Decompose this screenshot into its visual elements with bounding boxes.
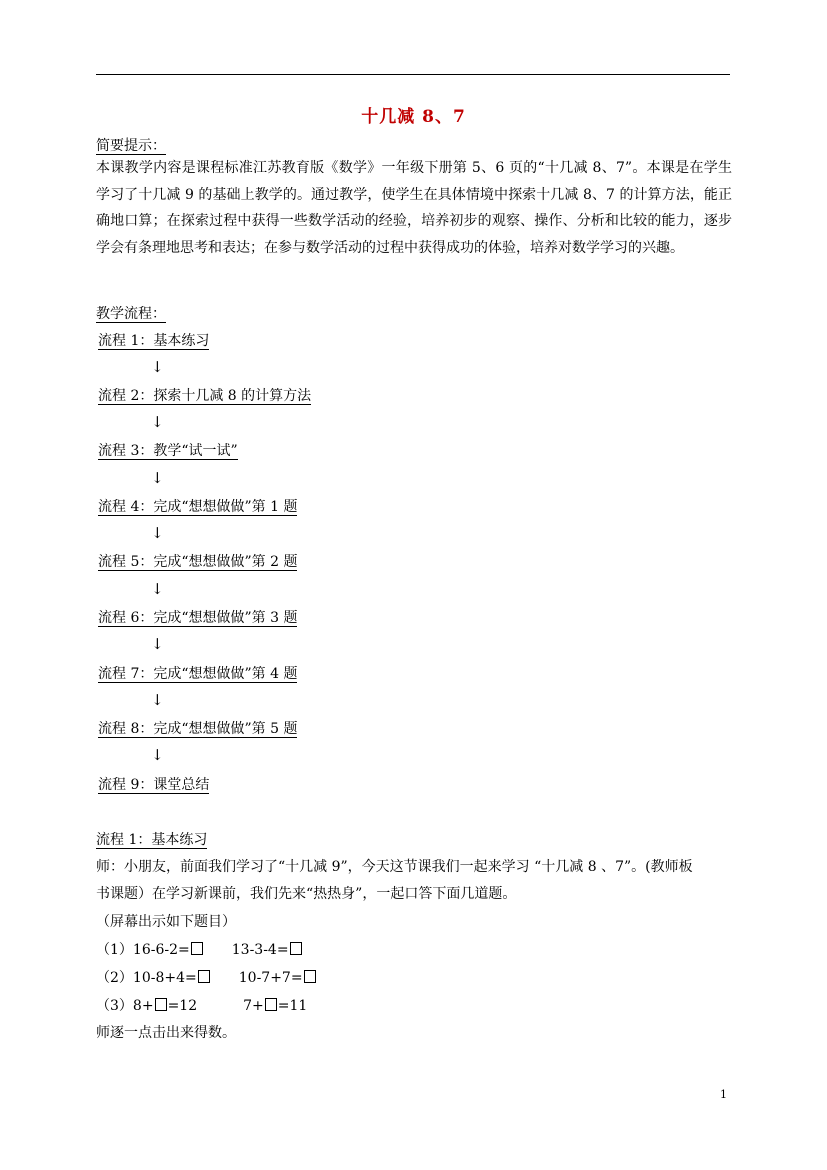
flow-step-4: 流程 4：完成“想想做做”第 1 题 [98, 499, 298, 515]
teacher-line: 书课题）在学习新课前，我们先来“热热身”，一起口答下面几道题。 [96, 886, 517, 902]
down-arrow-icon: ↓ [151, 469, 164, 487]
answer-box [304, 970, 316, 983]
exercise-row: （1）16-6-2= 13-3-4= [96, 940, 303, 960]
flow-step-5: 流程 5：完成“想想做做”第 2 题 [98, 554, 298, 570]
answer-box [191, 942, 203, 955]
flow-step-9: 流程 9：课堂总结 [98, 777, 210, 793]
page-title: 十几减 8、7 [361, 107, 466, 127]
page-number: 1 [720, 1088, 727, 1101]
down-arrow-icon: ↓ [151, 635, 164, 653]
exercise-row: （3）8+ =12 7+ =11 [96, 998, 308, 1014]
closing-line: 师逐一点击出来得数。 [96, 1025, 236, 1041]
down-arrow-icon: ↓ [151, 413, 164, 431]
brief-heading: 简要提示： [96, 138, 166, 154]
section-heading: 流程 1：基本练习 [96, 832, 208, 848]
screen-note: （屏幕出示如下题目） [96, 914, 236, 930]
down-arrow-icon: ↓ [151, 691, 164, 709]
answer-box [155, 998, 167, 1011]
answer-box [198, 970, 210, 983]
brief-paragraph: 本课教学内容是课程标准江苏教育版《数学》一年级下册第 5、6 页的“十几减 8、7”。本课是在学生学习了十几减 9 的基础上教学的。通过教学，使学生在具体情境中探索十几减 8、7 的计算方法，能正确地口算；在探索过程中获得一些数学活动的经验，培养初步的观察、操作、分析和比较的能力，逐步学会有条理地思考和表达；在参与数学活动的过程中获得成功的体验，培养对数学学习的兴趣。 [96, 160, 732, 257]
down-arrow-icon: ↓ [151, 524, 164, 542]
flow-step-2: 流程 2：探索十几减 8 的计算方法 [98, 388, 312, 404]
exercise-row: （2）10-8+4= 10-7+7= [96, 968, 317, 988]
down-arrow-icon: ↓ [151, 746, 164, 764]
down-arrow-icon: ↓ [151, 580, 164, 598]
teacher-line: 师：小朋友，前面我们学习了“十几减 9”，今天这节课我们一起来学习 “十几减 8 、7”。(教师板 [96, 859, 693, 875]
down-arrow-icon: ↓ [151, 358, 164, 376]
flow-step-1: 流程 1：基本练习 [98, 333, 210, 349]
header-rule [96, 74, 730, 75]
answer-box [265, 998, 277, 1011]
flow-heading: 教学流程： [96, 306, 166, 322]
flow-step-8: 流程 8：完成“想想做做”第 5 题 [98, 721, 298, 737]
flow-step-3: 流程 3：教学“试一试” [98, 443, 238, 459]
flow-step-7: 流程 7：完成“想想做做”第 4 题 [98, 666, 298, 682]
answer-box [290, 942, 302, 955]
flow-step-6: 流程 6：完成“想想做做”第 3 题 [98, 610, 298, 626]
